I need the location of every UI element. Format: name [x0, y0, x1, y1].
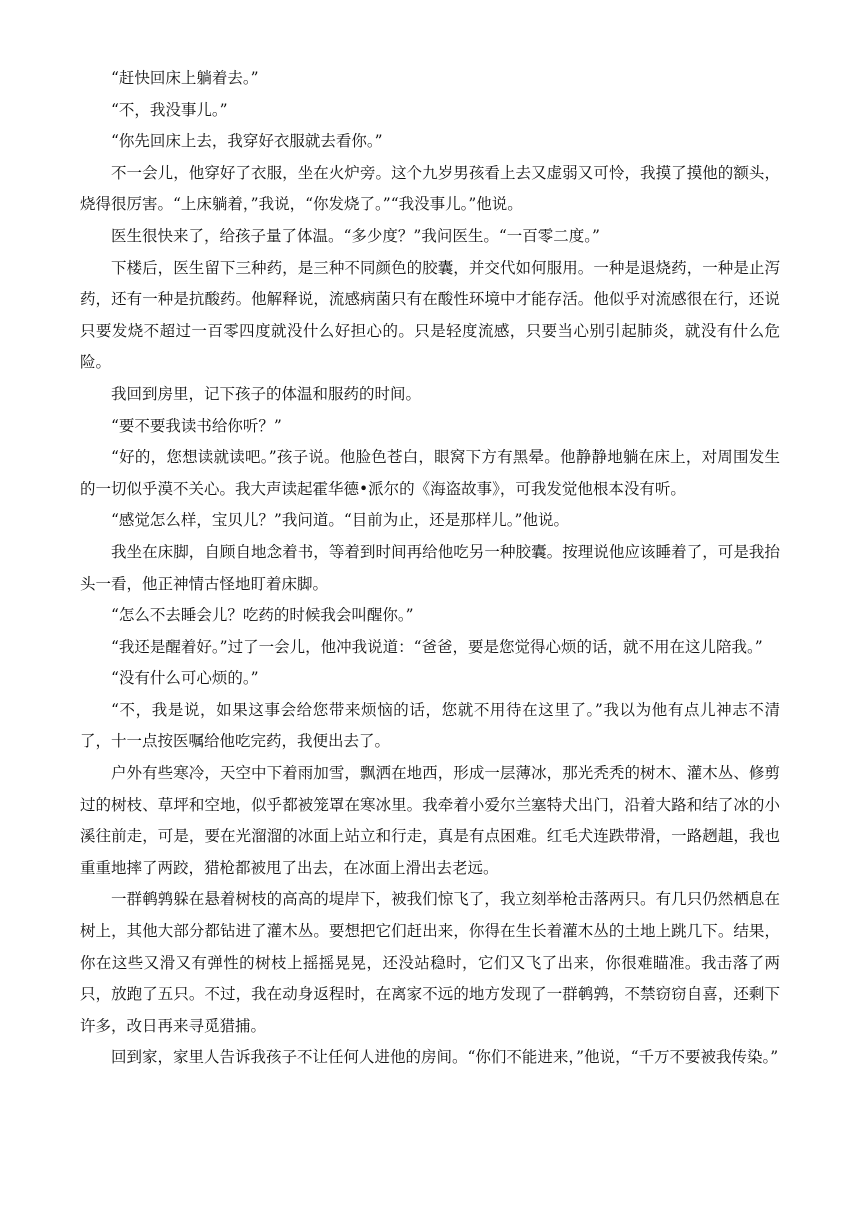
story-text — [80, 63, 780, 1074]
paragraph: “不，我没事儿。” — [111, 100, 228, 119]
paragraph: “赶快回床上躺着去。” — [111, 69, 259, 87]
paragraph: 下楼后，医生留下三种药，是三种不同颜色的胶囊，并交代如何服用。一种是退烧药，一种是止泻药，还有一种是抗酸药。他解释说，流感病菌只有在酸性环境中才能存活。他似乎对流感很在行，还说只要发烧不超过一百零四度就没什么好担心的。只是轻度流感，只要当心别引起肺炎，就没有什么危险。 — [80, 258, 780, 372]
paragraph: 户外有些寒冷，天空中下着雨加雪，飘洒在地西，形成一层薄冰，那光秃秃的树木、灌木丛、修剪过的树枝、草坪和空地，似乎都被笼罩在寒冰里。我牵着小爱尔兰塞特犬出门，沿着大路和结了冰的小溪往前走，可是，要在光溜溜的冰面上站立和行走，真是有点困难。红毛犬连跌带滑，一路趔趄，我也重重地摔了两跤，猎枪都被甩了出去，在冰面上滑出去老远。 — [80, 764, 780, 877]
paragraph: “好的，您想读就读吧。”孩子说。他脸色苍白，眼窝下方有黑晕。他静静地躺在床上，对周围发生的一切似乎漠不关心。我大声读起霍华德•派尔的《海盗故事》，可我发觉他根本没有听。 — [80, 448, 780, 498]
paragraph: 不一会儿，他穿好了衣服，坐在火炉旁。这个九岁男孩看上去又虚弱又可怜，我摸了摸他的额头，烧得很厉害。“上床躺着，”我说，“你发烧了。”“我没事儿。”他说。 — [80, 163, 780, 214]
paragraph: 我坐在床脚，自顾自地念着书，等着到时间再给他吃另一种胶囊。按理说他应该睡着了，可是我抬头一看，他正神情古怪地盯着床脚。 — [80, 542, 780, 593]
paragraph: “没有什么可心烦的。” — [111, 669, 259, 688]
paragraph: 回到家，家里人告诉我孩子不让任何人进他的房间。“你们不能进来，”他说，“千万不要被我传染。” — [111, 1048, 779, 1067]
paragraph: 一群鹌鹑躲在悬着树枝的高高的堤岸下，被我们惊飞了，我立刻举枪击落两只。有几只仍然栖息在树上，其他大部分都钻进了灌木丛。要想把它们赶出来，你得在生长着灌木丛的土地上跳几下。结果，你在这些又滑又有弹性的树枝上摇摇晃晃，还没站稳时，它们又飞了出来，你很难瞄准。我击落了两只，放跑了五只。不过，我在动身返程时，在离家不远的地方发现了一群鹌鹑，不禁窃窃自喜，还剩下许多，改日再来寻觅猎捕。 — [80, 890, 780, 1035]
paragraph: “怎么不去睡会儿？吃药的时候我会叫醒你。” — [111, 606, 414, 625]
paragraph: 我回到房里，记下孩子的体温和服药的时间。 — [111, 384, 422, 403]
paragraph: “不，我是说，如果这事会给您带来烦恼的话，您就不用待在这里了。”我以为他有点儿神志不清了，十一点按医嘱给他吃完药，我便出去了。 — [80, 700, 780, 751]
paragraph: “感觉怎么样，宝贝儿？”我问道。“目前为止，还是那样儿。”他说。 — [111, 511, 569, 530]
paragraph: 医生很快来了，给孩子量了体温。“多少度？”我问医生。“一百零二度。” — [111, 226, 600, 245]
paragraph: “你先回床上去，我穿好衣服就去看你。” — [111, 132, 383, 151]
paragraph: “我还是醒着好。”过了一会儿，他冲我说道：“爸爸，要是您觉得心烦的话，就不用在这儿陪我。” — [111, 637, 763, 656]
paragraph: “要不要我读书给你听？” — [111, 416, 282, 435]
